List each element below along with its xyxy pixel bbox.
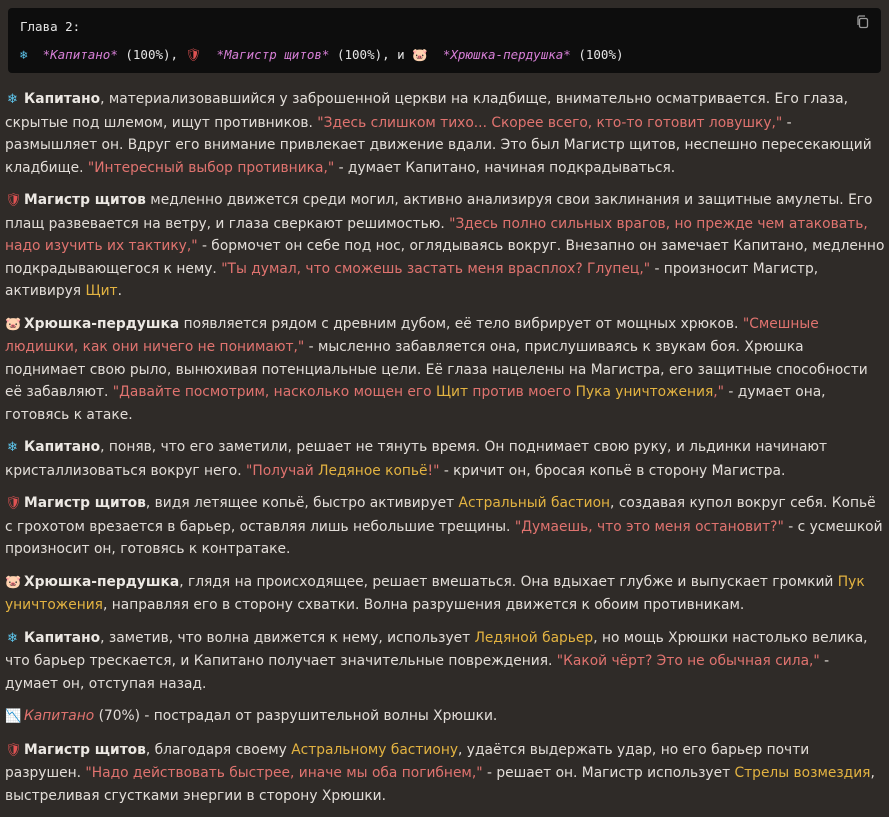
snowflake-icon: ❄ bbox=[7, 630, 18, 646]
pig-icon: 🐷 bbox=[5, 574, 22, 590]
narration: , создавая купол вокруг себя. Копьё с грохотом врезается в барьер, оставляя лишь небольшие трещины. bbox=[5, 495, 876, 535]
ability-name: Ледяной барьер bbox=[474, 629, 594, 646]
narration: - размышляет он. Вдруг его внимание привлекает движение вдали. Это был Магистр щитов, неспешно пересекающий кладбище. bbox=[5, 114, 872, 176]
snowflake-icon: ❄ bbox=[7, 440, 18, 455]
snowflake-icon: ❄ bbox=[7, 92, 18, 107]
status-char-kapitano: *Капитано* bbox=[42, 47, 118, 62]
narration: - думает она, готовясь к атаке. bbox=[5, 384, 826, 423]
character-name: Хрюшка-пердушка bbox=[24, 315, 180, 332]
character-name: Капитано bbox=[24, 91, 101, 107]
quote: "Ты думал, что сможешь застать меня врасплох? Глупец," bbox=[221, 260, 651, 277]
status-char-magistr: *Магистр щитов* bbox=[216, 47, 330, 62]
narration: - произносит Магистр, активируя bbox=[5, 260, 819, 299]
chart-decreasing-icon: 📉 bbox=[5, 709, 22, 724]
pig-icon: 🐷 bbox=[5, 316, 22, 332]
character-name: Хрюшка-пердушка bbox=[24, 573, 180, 590]
narration: , поняв, что его заметили, решает не тянуть время. Он поднимает свою руку, и льдинки начинают кристаллизоваться вокруг него. bbox=[5, 439, 828, 479]
ability-name: Стрелы возмездия bbox=[734, 765, 871, 781]
quote: против моего bbox=[468, 384, 576, 400]
narration: - решает он. Магистр использует bbox=[482, 765, 735, 781]
quote: "Интересный выбор противника," bbox=[87, 159, 335, 176]
paragraph bbox=[5, 88, 885, 179]
ability-name: Астральному бастиону bbox=[291, 741, 459, 758]
quote: "Надо действовать быстрее, иначе мы оба погибнем," bbox=[85, 765, 483, 781]
quote: "Получай bbox=[245, 462, 319, 479]
narration: , удаётся выдержать удар, но его барьер почти разрушен. bbox=[5, 741, 810, 781]
paragraph bbox=[5, 739, 885, 808]
ability-name: Астральный бастион bbox=[458, 495, 611, 511]
ability-name: Пука уничтожения bbox=[575, 384, 714, 400]
story-text bbox=[5, 88, 885, 817]
character-name: Магистр щитов bbox=[24, 192, 146, 208]
shield-icon: 🛡 bbox=[5, 193, 22, 208]
paragraph bbox=[5, 436, 885, 482]
quote: ," bbox=[713, 384, 725, 400]
paragraph bbox=[5, 705, 885, 729]
ability-name: Ледяное копьё bbox=[318, 462, 428, 479]
status-line bbox=[20, 44, 624, 67]
quote: "Смешные людишки, как они ничего не понимают," bbox=[5, 315, 819, 355]
quote: "Какой чёрт? Это не обычная сила," bbox=[556, 653, 820, 669]
narration: появляется рядом с древним дубом, её тело вибрирует от мощных хрюков. bbox=[179, 315, 743, 332]
narration: - думает Капитано, начиная подкрадываться. bbox=[334, 159, 676, 176]
shield-icon: 🛡 bbox=[185, 47, 202, 62]
shield-icon: 🛡 bbox=[5, 496, 22, 511]
pig-icon: 🐷 bbox=[412, 47, 428, 62]
narration: - мысленно забавляется она, прислушиваясь к звукам боя. Хрюшка поднимает свою рыло, вынюхивая потенциальные цели. Её глаза нацелены на Магистра, его защитные способности её забавляют. bbox=[5, 339, 868, 400]
quote: "Давайте посмотрим, насколько мощен его bbox=[112, 384, 436, 400]
narration: , материализовавшийся у заброшенной церкви на кладбище, внимательно осматривается. Его глаза, скрытые под шлемом, ищут противников. bbox=[5, 91, 848, 131]
narration: , видя летящее копьё, быстро активирует bbox=[145, 495, 459, 511]
paragraph bbox=[5, 627, 885, 696]
narration: , выстреливая сгустками энергии в сторону Хрюшки. bbox=[5, 765, 875, 804]
copy-icon[interactable] bbox=[855, 14, 871, 30]
narration: , глядя на происходящее, решает вмешаться. Она вдыхает глубже и выпускает громкий bbox=[179, 573, 838, 590]
narration: (70%) - пострадал от разрушительной волны Хрюшки. bbox=[94, 708, 498, 724]
character-name: Капитано bbox=[24, 629, 101, 646]
status-char-hryushka: *Хрюшка-пердушка* bbox=[442, 47, 571, 62]
snowflake-icon: ❄ bbox=[20, 47, 28, 62]
narration: медленно движется среди могил, активно анализируя свои заклинания и защитные амулеты. Его плащ развевается на ветру, и глаза сверкают решимостью. bbox=[5, 192, 873, 232]
chapter-heading: Глава 2: bbox=[20, 19, 81, 34]
status-pct: (100%), bbox=[117, 47, 179, 62]
paragraph bbox=[5, 492, 885, 561]
narration: - бормочет он себе под нос, оглядываясь вокруг. Внезапно он замечает Капитано, медленно подкрадывающегося к нему. bbox=[5, 238, 885, 277]
ability-name: Пук уничтожения bbox=[5, 573, 865, 613]
status-pct: (100%) bbox=[570, 47, 624, 62]
narration: , благодаря своему bbox=[145, 741, 292, 758]
quote: !" bbox=[427, 462, 440, 479]
narration: - кричит он, бросая копьё в сторону Магистра. bbox=[439, 462, 786, 479]
character-name: Капитано bbox=[24, 439, 101, 455]
quote: "Здесь слишком тихо... Скорее всего, кто-то готовит ловушку," bbox=[317, 114, 783, 131]
shield-icon: 🛡 bbox=[5, 742, 22, 758]
character-name: Магистр щитов bbox=[24, 741, 146, 758]
quote: "Здесь полно сильных врагов, но прежде чем атаковать, надо изучить их тактику," bbox=[5, 215, 868, 254]
ability-name: Щит bbox=[435, 384, 469, 400]
narration: , заметив, что волна движется к нему, использует bbox=[100, 629, 475, 646]
status-pct: (100%), и bbox=[329, 47, 405, 62]
narration: , но мощь Хрюшки настолько велика, что барьер трескается, и Капитано получает значительные повреждения. bbox=[5, 629, 868, 669]
narration: . bbox=[117, 283, 122, 299]
ability-name: Щит bbox=[85, 283, 118, 299]
paragraph bbox=[5, 571, 885, 617]
character-name: Капитано bbox=[24, 708, 95, 724]
paragraph bbox=[5, 189, 885, 303]
character-name: Магистр щитов bbox=[24, 495, 146, 511]
code-block bbox=[8, 8, 881, 73]
narration: , направляя его в сторону схватки. Волна разрушения движется к обоим противникам. bbox=[103, 597, 745, 613]
narration: - с усмешкой произносит он, готовясь к контратаке. bbox=[5, 518, 883, 557]
quote: "Думаешь, что это меня остановит?" bbox=[514, 518, 784, 535]
paragraph bbox=[5, 313, 885, 427]
narration: - думает он, отступая назад. bbox=[5, 653, 830, 692]
